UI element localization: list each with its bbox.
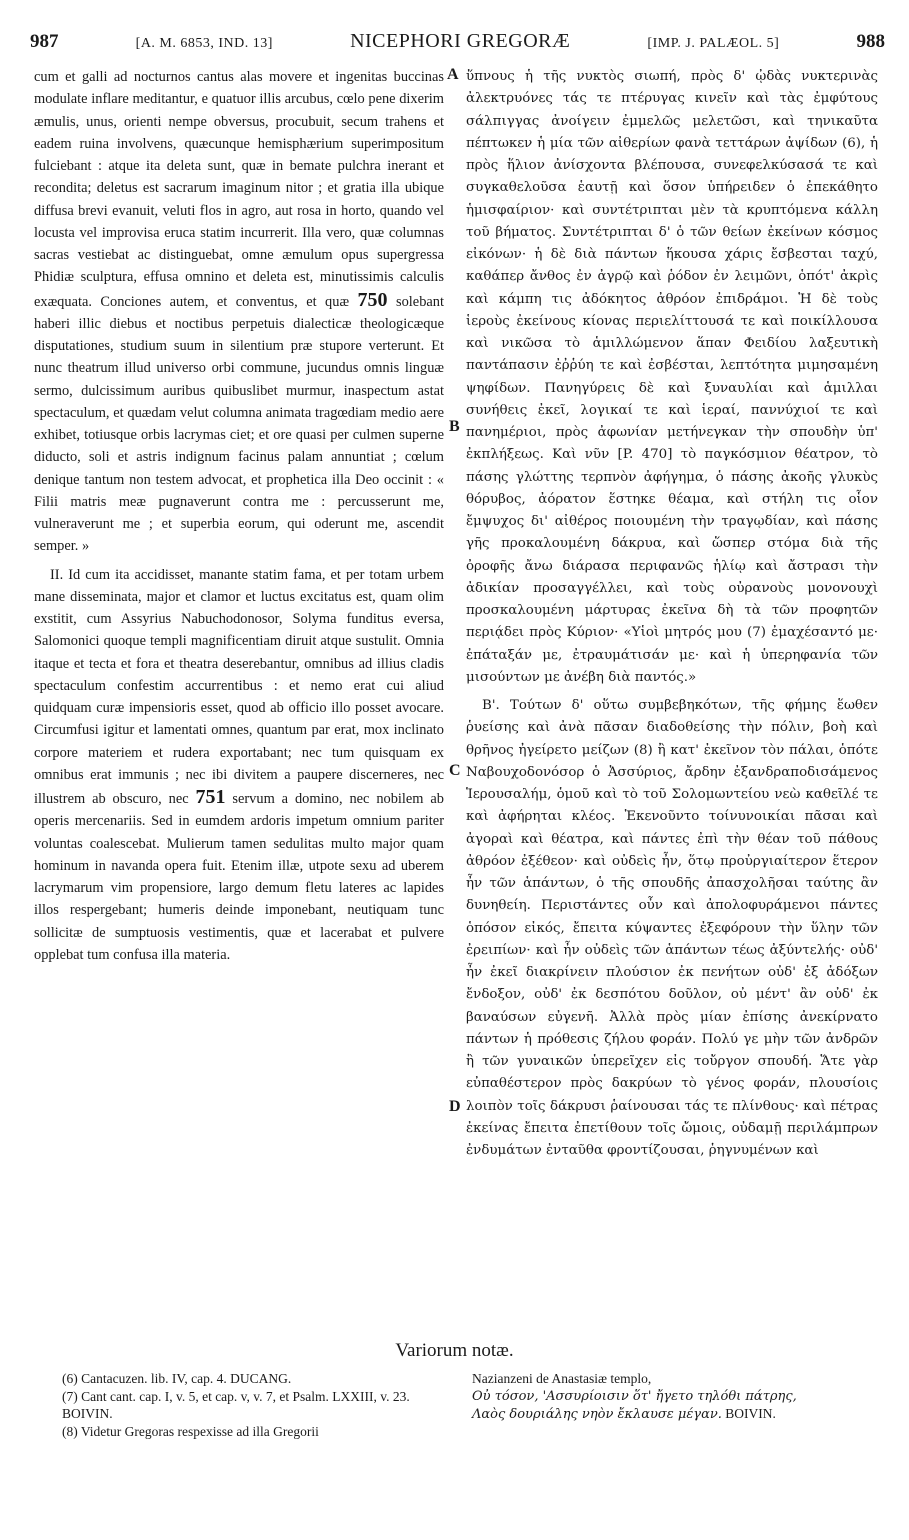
- latin-paragraph-2: [34, 564, 444, 967]
- greek-column: [466, 66, 878, 1330]
- margin-letter-b: B: [449, 418, 460, 435]
- latin-text: servum a domino, nec nobilem ab operis mercenariis. Sed in eumdem ardoris impetum omnium pariter voluntas coalescebat. Mulierum tamen sedulitas multo major quam hominum in navanda opera fuit. Etenim illæ, utpote sexu ad uberem lacrymarum vim propensiore, largo demum fletu lateres ac lapides illos respergebant; humeris deinde imponebant, neutiquam tunc sollicitæ de sumptuosis vestimentis, quæ et lacerabat et pulvere opplebat tum confusa illa materia.: [34, 791, 444, 963]
- footnote-8-continuation: Nazianzeni de Anastasiæ templo,: [472, 1371, 652, 1386]
- latin-column: [34, 66, 444, 1330]
- latin-text: cum et galli ad nocturnos cantus alas movere et ingenitas buccinas modulate inflare meditantur, e quatuor illis arcubus, cœlo pene dixerim æmulis, unus, orienti nempe obversus, procubuit, secum trahens et eadem ruina involvens, quæcunque hemisphærium superimpositum fulciebant : atque ita deleta sunt, quæ in bemate pulchra inerant et recondita; deletus est sacrarum imaginum nitor ; et gratia illa ubique diffusa brevi evanuit, veluti flos in agro, aut rosa in horto, quando vel locusta vel improvisa eruca statim incurrerit. Illa vero, quæ columnas sacras vestiebat ac distinguebat, omne æmulum opus supergressa Phidiæ sculptura, effusa omnino et deleta est, minutissimis calculis exæquata. Conciones autem, et conventus, et quæ: [34, 69, 444, 310]
- left-column-number: 987: [30, 31, 59, 52]
- margin-letter-d: D: [449, 1098, 461, 1115]
- notes-right: [472, 1370, 882, 1424]
- margin-letter-c: C: [449, 762, 461, 779]
- page-title: NICEPHORI GREGORÆ: [350, 30, 571, 52]
- right-column-number: 988: [856, 31, 885, 52]
- right-running-head: [IMP. J. PALÆOL. 5]: [647, 36, 780, 51]
- notes-heading: Variorum notæ.: [395, 1340, 514, 1361]
- footnote-greek-line-2-wrap: [472, 1405, 882, 1424]
- notes-left: [62, 1370, 452, 1440]
- running-header: [30, 30, 885, 60]
- greek-paragraph-2: Β'. Τούτων δ' οὕτω συμβεβηκότων, τῆς φήμης ἕωθεν ῥυείσης καὶ ἀνὰ πᾶσαν διαδοθείσης τὴν πόλιν, βοὴ καὶ θρῆνος ἠγείρετο μείζων (8) ἢ κατ' ἐκεῖνον τὸν πάλαι, ὁπότε Ναβουχοδονόσορ ὁ Ἀσσύριος, ἄρδην ἐξανδραποδισάμενος Ἱερουσαλήμ, ὁμοῦ καὶ τὸ τοῦ Σολομωντείου νεὼ καθεῖλέ τε καὶ ἀφήρηται κλέος. Ἐκενοῦντο τοίνυνοικίαι πᾶσαι καὶ ἀγοραὶ καὶ θέατρα, καὶ πάντες ἐπὶ τὴν θέαν τοῦ πάθους ἀθρόον ἐξέθεον· καὶ οὐδεὶς ἦν, ὅτῳ προὐργιαίτερον ἕτερον ἦν τῶν ἁπάντων, ὁ τῆς σπουδῆς ἀπασχολῆσαι ταύτης ἂν δυνηθείη. Περιστάντες οὖν καὶ ἀπολοφυράμενοι πάντες ὁπόσον εἰκός, ἔπειτα κύψαντες ἐξεφόρουν τὴν ὕλην τῶν ἐρειπίων· καὶ ἦν οὐδεὶς τῶν ἁπάντων τέως ἀξύντελής· οὐδ' ἦν ἐκεῖ διακρίνειν πλούσιον ἐκ πενήτων οὐδ' ἐξ ἀδόξων ἔνδοξον, οὐδ' ἐκ δεσπότου δοῦλον, οὐ μέντ' ἂν οὐδ' ἐκ βαναύσων εὐγενῆ. Ἀλλὰ πρὸς μίαν ἐπίσης ἀνεκίρνατο πάντων ἡ πρόθεσις ζήλου φοράν. Πολύ γε μὴν τῶν ἀνδρῶν ἢ τῶν γυναικῶν ὑπερεῖχεν εἰς τοὔργον σπουδή. Ἅτε γὰρ εὐπαθέστερον πρὸς δακρύων τὸ γένος φοράν, πλουσίοις λοιπὸν τοῖς δάκρυσι ῥαίνουσαι τάς τε πλίνθους· καὶ πέτρας ἐκείνας ἔπειτα ἐπετίθουν τοῖς ὤμοις, οὐδαμῇ περιλάμπρων ἐνδυμάτων ἐνταῦθα φροντίζουσαι, ῥηγνυμένων καὶ: [466, 698, 878, 1158]
- latin-text: solebant haberi illic diebus et noctibus perpetuis dialecticæ theologicæque disputationes, studium suum in silentium præ stupore verterunt. Et nunc theatrum illud universo orbi commune, jucundus omnis linguæ sermo, dulcissimum auribus quibuslibet murmur, inaspectum astat spectaculum, et quædam velut columna animata tragœdiam medio aere exhibet, totiusque orbis lacrymas ciet; et ore quasi per culmen superne diducto, soli et astris indignum facinus palam annuntiat ; cœlum denique tantum non testem advocat, et prophetica illa Deo occinit : « Filii matris meæ pugnaverunt contra me : percusserunt me, vulneraverunt me ; et superbia eorum, qui oderunt me, ascendit semper. »: [34, 293, 444, 555]
- footnote-6: (6) Cantacuzen. lib. IV, cap. 4. DUCANG.: [62, 1371, 292, 1386]
- greek-paragraph-1: ὕπνους ἡ τῆς νυκτὸς σιωπή, πρὸς δ' ᾠδὰς νυκτερινὰς ἀλεκτρυόνες τάς τε πτέρυγας κινεῖν καὶ τὰς ἐμφύτους σάλπιγγας ἀνοίγειν ἐμμελῶς μελετῶσι, καὶ τηνικαῦτα πέπτωκεν ἡ μία τῶν αἰθερίων φανὰ τεττάρων ἀψίδων (6), ἡ πρὸς ἥλιον ἀνίσχοντα βλέπουσα, συνεφελκύσασά τε καὶ συγκαθελοῦσα ἑαυτῇ καὶ ὅσον ὑπήρειδεν ὁ ἐπεκάθητο ἡμισφαίριον· καὶ συντέτριπται μὲν τὰ κρυπτόμενα κάλλη τοῦ βήματος. Συντέτριπται δ' ὁ τῶν θείων ἐκείνων κόσμος εἰκόνων· ἡ δὲ διὰ πάντων ἥκουσα χάρις ἔσβεσται ταχύ, καθάπερ ἄνθος ἐν ἀγρῷ καὶ ῥόδον ἐν λειμῶνι, ὁπότ' ἀκρὶς καὶ κάμπη τις ἀδόκητος ἀθρόον ἐπιδράμοι. Ἡ δὲ τοὺς ἱεροὺς ἐκείνους κίονας περιελίττουσά τε καὶ ποικίλλουσα καὶ νικῶσα τὸ ἁμιλλώμενον ἅπαν Φειδίου λαξευτικὴ παντάπασιν ἐῤῥύη τε καὶ ἐσβέσται, λεπτότητα μιμησαμένη ψηφίδων. Πανηγύρεις δὲ καὶ ξυναυλίαι καὶ ἁμιλλαι συνήθεις ἐκεῖ, λογικαί τε καὶ ἱεραί, παννύχιοί τε καὶ πανημέριοι, πρὸς ἀφωνίαν μετήνεγκαν τὴν σπουδὴν ὑπ' ἐκπλήξεως. Καὶ νῦν [P. 470] τὸ παγκόσμιον θέατρον, τὸ πάσης γλώττης τερπνὸν ἀφήγημα, ὁ πάσης ἀκοῆς γλυκὺς θόρυβος, ἀόρατον ἕστηκε θέαμα, καὶ στήλη τις οἷον ἔμψυχος δι' αἰθέρος ποιουμένη τὴν τραγῳδίαν, καὶ πάσης γῆς προκαλουμένη δάκρυα, καὶ ὥσπερ στόμα διὰ τῆς ὀροφῆς ἄνω διάρασα περιφανῶς ἡλίῳ καὶ ἄστρασι τὴν ἀδικίαν προσαγγέλλει, καὶ τοὺς οὐρανοὺς μονονουχὶ προσκαλουμένη μάρτυρας ἐκεῖνα δὴ τὰ τῶν προφητῶν περιᾴδει πρὸς Κύριον· «Υἱοὶ μητρός μου (7) ἐμαχέσαντό με· ἐπάταξάν με, ἐτραυμάτισάν με· καὶ ἡ ὑπερηφανία τῶν μισούντων με ἀνέβη διὰ παντός.»: [466, 69, 878, 685]
- page-marker: 751: [195, 786, 226, 808]
- footnote-greek-line-1: Οὐ τόσον, 'Ασσυρίοισιν ὅτ' ἤγετο τηλόθι πάτρης,: [472, 1388, 797, 1404]
- page-marker: 750: [357, 288, 388, 311]
- footnote-7: (7) Cant cant. cap. I, v. 5, et cap. v, v. 7, et Psalm. LXXIII, v. 23. BOIVIN.: [62, 1388, 410, 1421]
- margin-letter-a: A: [447, 66, 459, 83]
- left-running-head: [A. M. 6853, IND. 13]: [135, 36, 273, 51]
- footnote-8: (8) Videtur Gregoras respexisse ad illa Gregorii: [62, 1423, 319, 1439]
- latin-text: II. Id cum ita accidisset, manante statim fama, et per totam urbem mane disseminata, major et clamor et luctus excitatus est, quam olim exstitit, cum Assyrius Nabuchodonosor, Solyma funditus eversa, Salomonici quoque templi magnificentiam diruit atque sustulit. Omnia itaque et tecta et fora et theatra deserebantur, omnibus ad illius cladis spectaculum confestim accurrentibus : et nemo erat cui aliud quidquam curæ impensioris esset, quod ab officio illo posset avocare. Circumfusi igitur et lamentati omnes, quantum par erat, mox inclinato corpore materiem et rudera exportabant; nec tum quisquam ex omnibus erat immunis ; nec ibi divitem a paupere discerneres, nec illustrem ab obscuro, nec: [34, 566, 444, 807]
- footnote-greek-line-2: Λαὸς δουριάλης νηὸν ἔκλαυσε μέγαν.: [472, 1407, 722, 1422]
- latin-paragraph-1: [34, 66, 444, 558]
- footnote-signature: BOIVIN.: [725, 1406, 776, 1421]
